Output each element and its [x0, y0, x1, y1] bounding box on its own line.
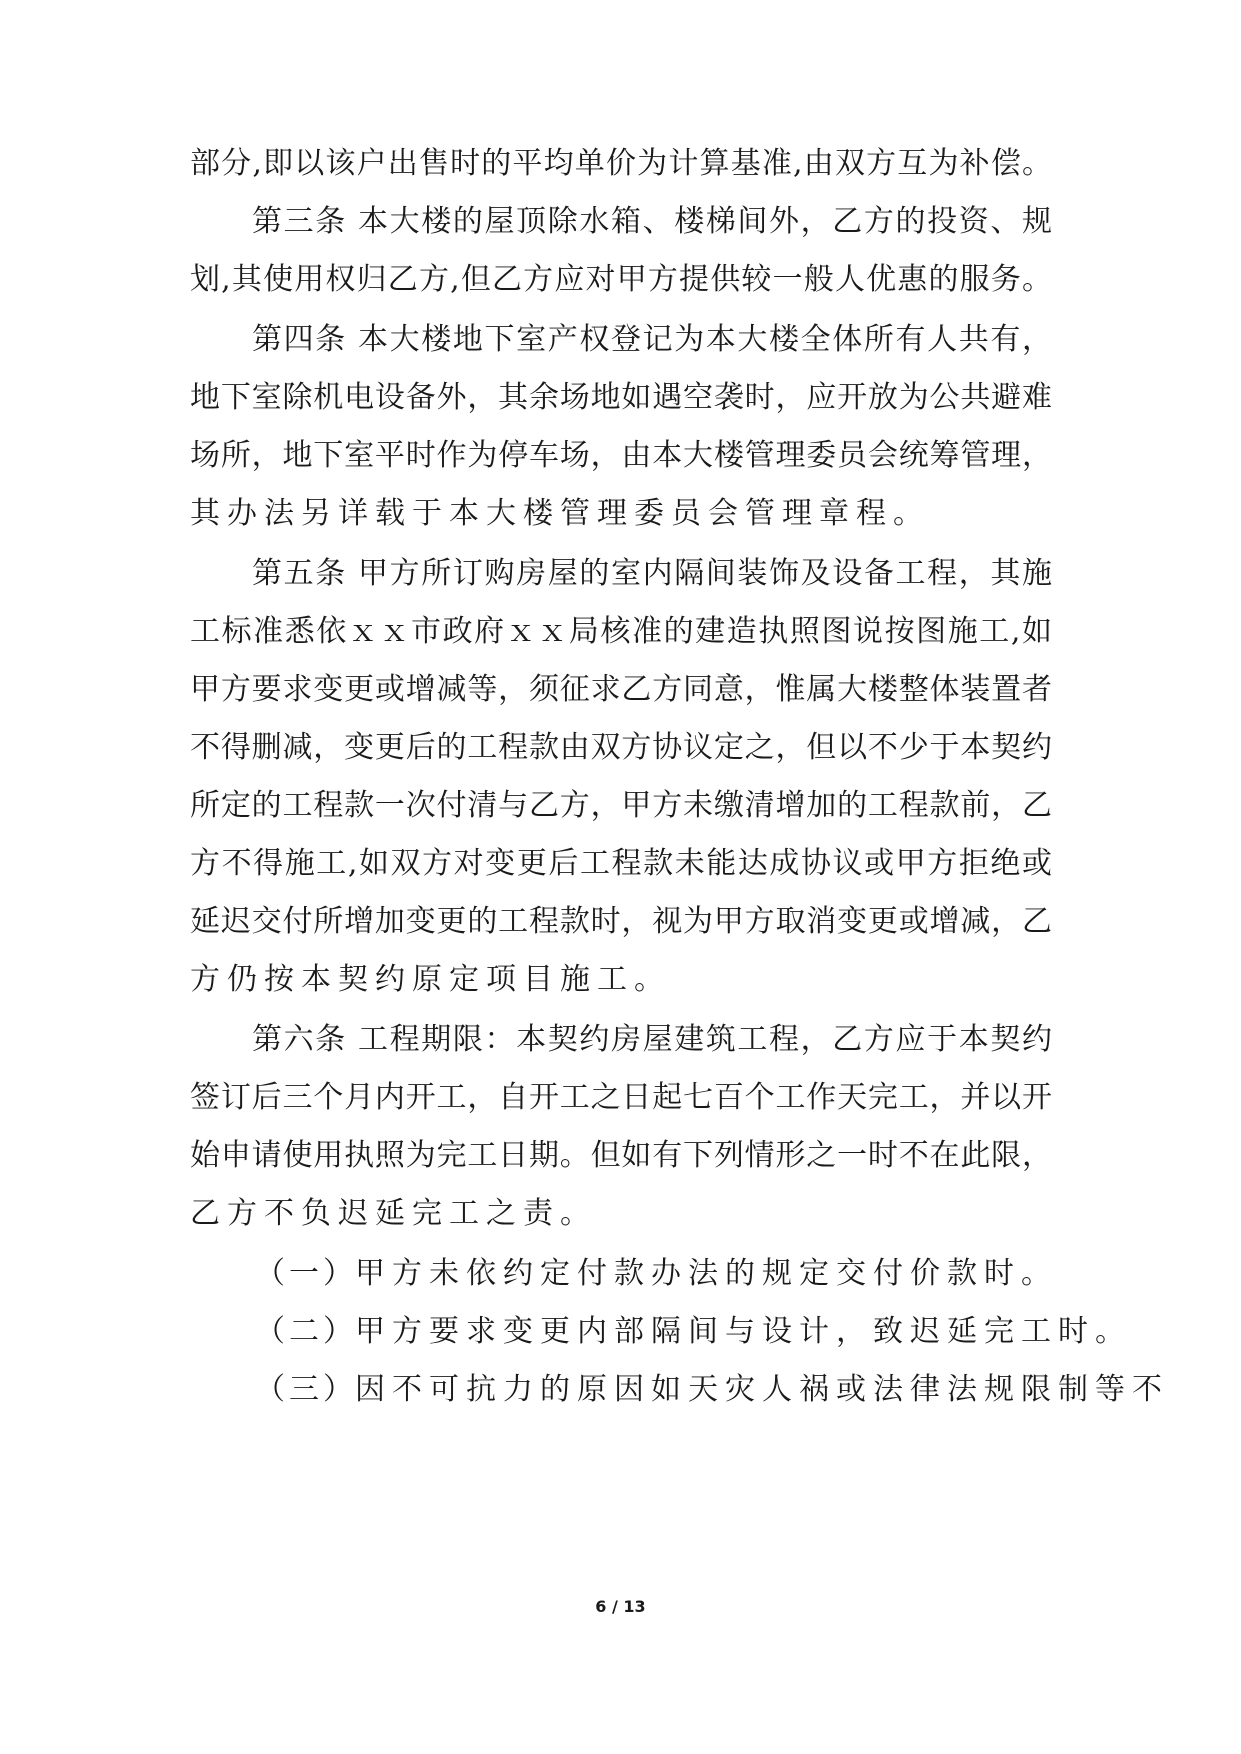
text-line: 方不得施工,如双方对变更后工程款未能达成协议或甲方拒绝或: [190, 846, 1052, 881]
text-line: 地下室除机电设备外，其余场地如遇空袭时，应开放为公共避难: [190, 380, 1052, 415]
text-line: 第六条 工程期限：本契约房屋建筑工程，乙方应于本契约: [252, 1022, 1052, 1057]
list-item: [255, 1254, 1058, 1294]
text-line: 第五条 甲方所订购房屋的室内隔间装饰及设备工程，其施: [252, 556, 1052, 591]
text-line: 签订后三个月内开工，自开工之日起七百个工作天完工，并以开: [190, 1080, 1052, 1115]
text-line: 工标准悉依ｘｘ市政府ｘｘ局核准的建造执照图说按图施工,如: [190, 614, 1052, 649]
list-item-number: （二）: [255, 1314, 357, 1349]
text-line: 划,其使用权归乙方,但乙方应对甲方提供较一般人优惠的服务。: [190, 262, 1052, 297]
text-line: 方仍按本契约原定项目施工。: [190, 962, 671, 997]
text-line: 延迟交付所增加变更的工程款时，视为甲方取消变更或增减，乙: [190, 904, 1052, 939]
list-item-text: 因不可抗力的原因如天灾人祸或法律法规限制等不: [355, 1372, 1169, 1407]
text-line: 乙方不负迟延完工之责。: [190, 1196, 597, 1231]
list-item: [255, 1370, 1169, 1410]
text-line: 始申请使用执照为完工日期。但如有下列情形之一时不在此限，: [190, 1138, 1052, 1173]
page-number: 6 / 13: [595, 1597, 646, 1616]
text-line: 部分,即以该户出售时的平均单价为计算基准,由双方互为补偿。: [190, 146, 1052, 181]
list-item-text: 甲方要求变更内部隔间与设计，致迟延完工时。: [355, 1314, 1132, 1349]
text-line: 不得删减，变更后的工程款由双方协议定之，但以不少于本契约: [190, 730, 1052, 765]
list-item-text: 甲方未依约定付款办法的规定交付价款时。: [355, 1256, 1058, 1291]
text-line: 所定的工程款一次付清与乙方，甲方未缴清增加的工程款前，乙: [190, 788, 1052, 823]
text-line: 场所，地下室平时作为停车场，由本大楼管理委员会统筹管理，: [190, 438, 1052, 473]
text-line: 甲方要求变更或增减等，须征求乙方同意，惟属大楼整体装置者: [190, 672, 1052, 707]
text-line: 其办法另详载于本大楼管理委员会管理章程。: [190, 496, 930, 531]
text-line: 第四条 本大楼地下室产权登记为本大楼全体所有人共有，: [252, 322, 1052, 357]
list-item-number: （一）: [255, 1256, 357, 1291]
list-item-number: （三）: [255, 1372, 357, 1407]
list-item: [255, 1312, 1132, 1352]
text-line: 第三条 本大楼的屋顶除水箱、楼梯间外，乙方的投资、规: [252, 204, 1052, 239]
